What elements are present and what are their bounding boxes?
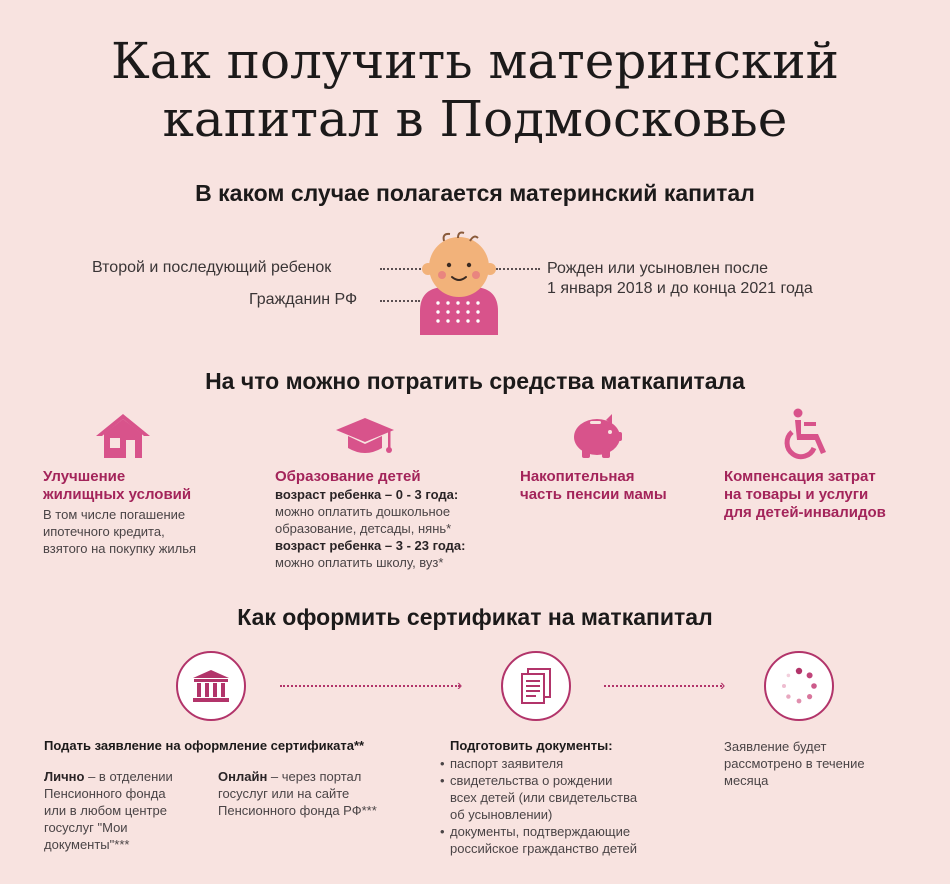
housing-title-line1: Улучшение: [43, 468, 126, 485]
document-item: • паспорт заявителя: [440, 755, 680, 772]
in-person-line2: Пенсионного фонда: [44, 786, 166, 801]
step3-line2: рассмотрено в течение: [724, 756, 865, 771]
step2-heading: Подготовить документы:: [450, 738, 613, 753]
education-age1: возраст ребенка – 0 - 3 года:: [275, 487, 459, 502]
step1-heading: Подать заявление на оформление сертификата**: [44, 738, 365, 753]
house-icon: [94, 412, 152, 460]
title-line-1: Как получить материнский: [111, 32, 839, 90]
piggy-bank-icon: [570, 412, 624, 460]
pension-title-line1: Накопительная: [520, 468, 635, 485]
document-item: • свидетельства о рождении всех детей (или свидетельства об усыновлении): [440, 772, 680, 823]
online-line1: – через портал: [267, 769, 362, 784]
step1-circle: [176, 651, 246, 721]
disabled-title-line3: для детей-инвалидов: [724, 504, 886, 521]
arrow-head-icon: ›: [720, 677, 726, 694]
graduation-cap-icon: [334, 416, 396, 460]
category-housing: [43, 468, 196, 557]
step3-line1: Заявление будет: [724, 739, 827, 754]
housing-desc-line1: В том числе погашение: [43, 507, 186, 522]
step3-text: [724, 738, 924, 789]
education-age1-desc1: можно оплатить дошкольное: [275, 504, 451, 519]
label-born-line1: Рожден или усыновлен после: [547, 260, 769, 277]
document-item: • документы, подтверждающие российское гражданство детей: [440, 823, 680, 857]
label-born-after: [547, 259, 813, 299]
housing-title-line2: жилищных условий: [43, 486, 192, 503]
education-age1-desc2: образование, детсады, нянь*: [275, 521, 452, 536]
in-person-line3: или в любом центре: [44, 803, 167, 818]
category-disabled-children: [724, 468, 886, 522]
section-certificate-heading: Как оформить сертификат на маткапитал: [237, 604, 713, 630]
document-icon: [521, 668, 551, 704]
in-person-label: Лично: [44, 769, 85, 784]
step-arrow: [280, 685, 460, 687]
in-person-line1: – в отделении: [84, 769, 173, 784]
step2-block: [440, 738, 680, 857]
section-spending-heading: На что можно потратить средства маткапитала: [205, 368, 745, 394]
online-line3: Пенсионного фонда РФ***: [218, 803, 377, 818]
housing-desc-line2: ипотечного кредита,: [43, 524, 165, 539]
education-age2: возраст ребенка – 3 - 23 года:: [275, 538, 466, 553]
step3-line3: месяца: [724, 773, 769, 788]
online-label: Онлайн: [218, 769, 268, 784]
step1-online: [218, 768, 418, 819]
section-eligibility-heading: В каком случае полагается материнский капитал: [195, 180, 755, 206]
step1-in-person: [44, 768, 214, 853]
label-citizen: Гражданин РФ: [249, 291, 358, 308]
category-education: [275, 468, 465, 571]
arrow-head-icon: ›: [457, 677, 463, 694]
category-pension: [520, 468, 667, 504]
step-arrow: [604, 685, 722, 687]
wheelchair-icon: [782, 408, 834, 462]
disabled-title-line1: Компенсация затрат: [724, 468, 876, 485]
online-line2: госуслуг или на сайте: [218, 786, 350, 801]
education-age2-desc: можно оплатить школу, вуз*: [275, 555, 444, 570]
child-icon: [414, 231, 504, 335]
loading-spinner-icon: [780, 667, 818, 705]
disabled-title-line2: на товары и услуги: [724, 486, 869, 503]
label-born-line2: 1 января 2018 и до конца 2021 года: [547, 280, 813, 297]
page-title: [0, 32, 950, 148]
in-person-line5: документы"***: [44, 837, 130, 852]
in-person-line4: госуслуг "Мои: [44, 820, 128, 835]
pension-title-line2: часть пенсии мамы: [520, 486, 667, 503]
title-line-2: капитал в Подмосковье: [162, 90, 788, 148]
step2-circle: [501, 651, 571, 721]
step3-circle: [764, 651, 834, 721]
housing-desc-line3: взятого на покупку жилья: [43, 541, 197, 556]
bank-building-icon: [192, 669, 230, 703]
label-second-child: Второй и последующий ребенок: [92, 259, 332, 276]
education-title: Образование детей: [275, 468, 421, 485]
